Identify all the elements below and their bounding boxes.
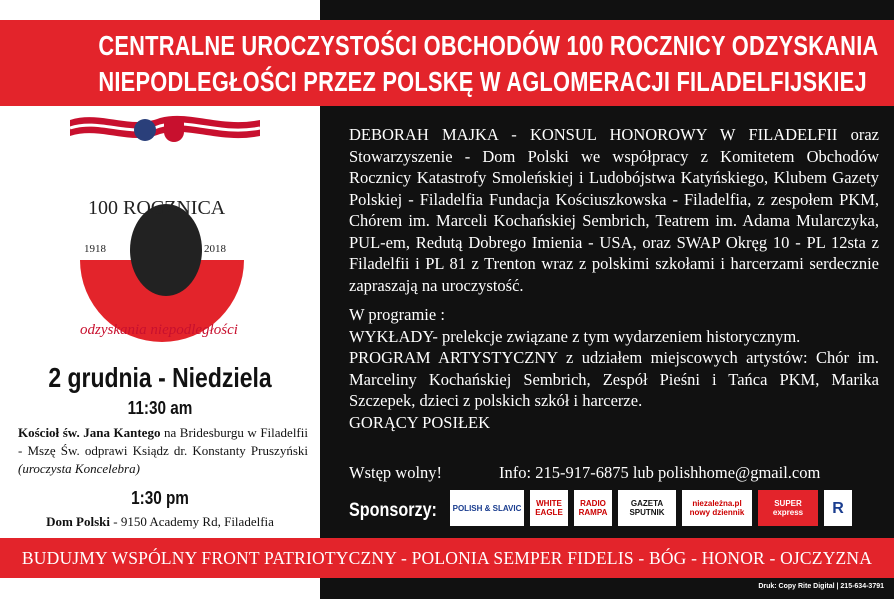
polish-eagle-icon (164, 118, 184, 142)
anniversary-emblem (40, 110, 280, 360)
emblem-year-start: 1918 (84, 243, 106, 255)
church-text: na Bridesburgu w Filadelfii - Mszę Św. odprawi Ksiądz dr. Konstanty Pruszyński (18, 425, 308, 458)
program-lectures: WYKŁADY- prelekcje związane z tym wydarzeniem historycznym. (349, 326, 801, 346)
church-note: (uroczysta Koncelebra) (18, 461, 140, 476)
sponsors-label: Sponsorzy: (349, 500, 437, 521)
contact-info: Info: 215-917-6875 lub polishhome@gmail.com (499, 463, 821, 482)
church-name: Kościoł św. Jana Kantego (18, 425, 161, 440)
sponsor-logo-polish-slavic: POLISH & SLAVIC (450, 490, 524, 526)
program-heading: W programie : (349, 305, 445, 324)
us-seal-icon (134, 119, 156, 141)
church-details (18, 424, 308, 478)
sponsor-logo-r: R (824, 490, 852, 526)
sponsor-logos (450, 490, 852, 530)
free-entry-text: Wstęp wolny! (349, 463, 443, 482)
event-date: 2 grudnia - Niedziela (48, 362, 272, 393)
sponsor-logo-radio-rampa: RADIO RAMPA (574, 490, 612, 526)
sponsor-logo-nowy-dziennik: niezależna.pl nowy dziennik (682, 490, 752, 526)
invitation-paragraph: DEBORAH MAJKA - KONSUL HONOROWY W FILADELFII oraz Stowarzyszenie - Dom Polski we współpracy z Komitetem Obchodów Rocznicy Katastrofy Smoleńskiej i Ludobójstwa Katyńskiego, Klubem Gazety Polskiej - Filadelfia Fundacja Kościuszkowska - Filadelfia, z zespołem PKM, Chórem im. Marceli Kochańskiej Sembrich, Teatrem im. Adama Mularczyka, PUL-em, Redutą Dobrego Imienia - USA, oraz SWAP Okręg 10 - PL 12sta z Filadelfii i PL 81 z Trenton wraz z polskimi szkołami i harcerzami serdecznie zapraszają na uroczystość. (349, 125, 879, 295)
header-title-line2: NIEPODLEGŁOŚCI PRZEZ POLSKĘ W AGLOMERACJI FILADELFIJSKIEJ (98, 66, 867, 97)
sponsor-logo-super-express: SUPER express (758, 490, 818, 526)
invitation-text (349, 124, 879, 433)
emblem-arc-top: 100 ROCZNICA (88, 197, 226, 219)
venue-address (0, 514, 320, 530)
header-title-line1: CENTRALNE UROCZYSTOŚCI OBCHODÓW 100 ROCZNICY ODZYSKANIA (98, 30, 879, 61)
program-artistic: PROGRAM ARTYSTYCZNY z udziałem miejscowych artystów: Chór im. Marceliny Kochańskiej Sembrich, Zespół Pieśni i Tańca PKM, Marika Szczepek, dzieci z polskich szkół i harcerze. (349, 348, 879, 410)
venue-name: Dom Polski (46, 514, 110, 529)
emblem-arc-bottom: odzyskania niepodległości (80, 322, 238, 338)
print-credit: Druk: Copy Rite Digital | 215-634-3791 (758, 583, 884, 590)
program-meal: GORĄCY POSIŁEK (349, 412, 491, 432)
mass-time: 11:30 am (127, 398, 193, 418)
sponsor-logo-white-eagle: WHITE EAGLE (530, 490, 568, 526)
event-time: 1:30 pm (131, 488, 189, 508)
sponsor-logo-gazeta-sputnik: GAZETA SPUTNIK (618, 490, 676, 526)
venue-street: - 9150 Academy Rd, Filadelfia (110, 514, 274, 529)
footer-slogan: BUDUJMY WSPÓLNY FRONT PATRIOTYCZNY - POLONIA SEMPER FIDELIS - BÓG - HONOR - OJCZYZNA (0, 538, 894, 578)
emblem-year-end: 2018 (204, 243, 226, 255)
header-banner (0, 20, 894, 106)
